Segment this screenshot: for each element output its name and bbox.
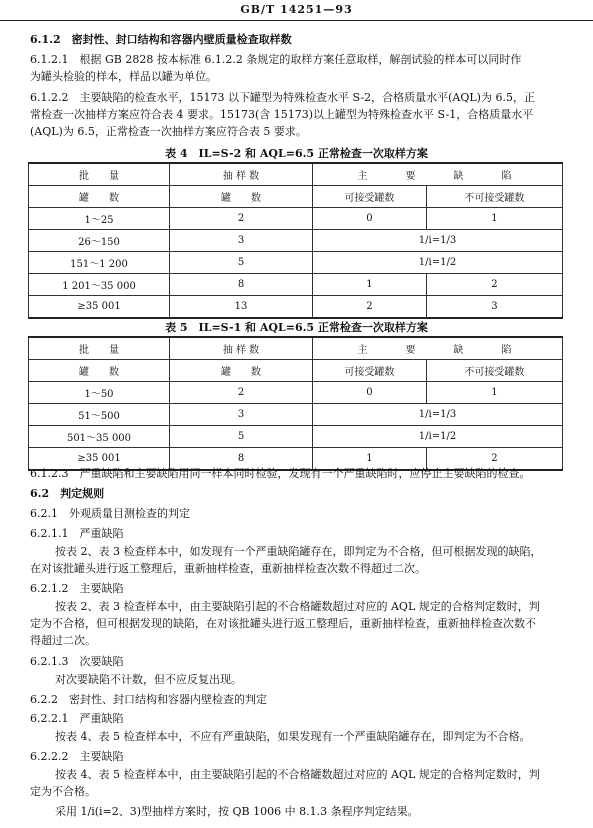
sample-cell: 2: [170, 382, 313, 404]
reject-header: 不可接受罐数: [426, 186, 562, 208]
section-6-2-1: 6.2.1 外观质量目测检查的判定: [30, 507, 190, 520]
table-row: [29, 426, 563, 448]
section-6-2-1-1: 6.2.1.1 严重缺陷: [30, 527, 124, 540]
header-rule: [0, 20, 593, 21]
paragraph-line: 采用 1/i(i=2、3)型抽样方案时，按 QB 1006 中 8.1.3 条程序判定结果。: [55, 805, 419, 818]
sample-cell: 8: [170, 274, 313, 296]
merged-cell: 1/i=1/2: [313, 426, 563, 448]
batch-subheader: 罐 数: [29, 186, 170, 208]
batch-cell: 1～25: [29, 208, 170, 230]
reject-header: 不可接受罐数: [426, 360, 562, 382]
batch-header: 批 量: [29, 163, 170, 186]
merged-cell: 1/i=1/2: [313, 252, 563, 274]
sample-cell: 8: [170, 448, 313, 471]
table-5-caption: 表 5 IL=S-1 和 AQL=6.5 正常检查一次取样方案: [165, 321, 428, 334]
accept-cell: 0: [313, 382, 427, 404]
paragraph-line: 定为不合格，但可根据发现的缺陷，在对该批罐头进行返工整理后，重新抽样检查，重新抽样检查次数不: [30, 617, 536, 630]
table-row: [29, 296, 563, 319]
sample-cell: 5: [170, 426, 313, 448]
table-row: [29, 208, 563, 230]
accept-cell: 2: [313, 296, 427, 319]
section-6-1-2-2: 6.1.2.2 主要缺陷的检查水平，15173 以下罐型为特殊检查水平 S-2，合格质量水平(AQL)为 6.5，正: [30, 91, 535, 104]
section-6-1-2-3: 6.1.2.3 严重缺陷和主要缺陷用同一样本同时检验，发现有一个严重缺陷时，应停止主要缺陷的检查。: [30, 467, 531, 480]
batch-cell: 1～50: [29, 382, 170, 404]
paragraph-line: 按表 2、表 3 检查样本中，由主要缺陷引起的不合格罐数超过对应的 AQL 规定的合格判定数时，判: [55, 600, 540, 613]
table-4-caption: 表 4 IL=S-2 和 AQL=6.5 正常检查一次取样方案: [165, 147, 428, 160]
table-5: [28, 336, 563, 471]
sample-subheader: 罐 数: [170, 186, 313, 208]
accept-cell: 1: [313, 274, 427, 296]
accept-header: 可接受罐数: [313, 186, 427, 208]
reject-cell: 2: [426, 448, 562, 471]
major-defect-header: 主 要 缺 陷: [313, 163, 563, 186]
sample-cell: 13: [170, 296, 313, 319]
section-6-2-2-2: 6.2.2.2 主要缺陷: [30, 750, 124, 763]
section-6-2-2: 6.2.2 密封性、封口结构和容器内壁检查的判定: [30, 693, 267, 706]
paragraph-line: 按表 4、表 5 检查样本中，由主要缺陷引起的不合格罐数超过对应的 AQL 规定的合格判定数时，判: [55, 768, 540, 781]
paragraph-line: 按表 2、表 3 检查样本中，如发现有一个严重缺陷罐存在，即判定为不合格，但可根据发现的缺陷，: [55, 545, 542, 558]
table-row: [29, 404, 563, 426]
sample-cell: 2: [170, 208, 313, 230]
batch-cell: 1 201～35 000: [29, 274, 170, 296]
batch-cell: 151～1 200: [29, 252, 170, 274]
sample-cell: 3: [170, 230, 313, 252]
batch-cell: 51～500: [29, 404, 170, 426]
table-4: [28, 162, 563, 319]
paragraph-line: 对次要缺陷不计数，但不应反复出现。: [55, 673, 242, 686]
section-6-2-1-3: 6.2.1.3 次要缺陷: [30, 655, 124, 668]
section-6-2: 6.2 判定规则: [30, 487, 105, 500]
paragraph-line: 得超过二次。: [30, 634, 96, 647]
accept-cell: 0: [313, 208, 427, 230]
paragraph-line: 常检查一次抽样方案应符合表 4 要求。15173(含 15173)以上罐型为特殊检查水平 S-1，合格质量水平: [30, 108, 534, 121]
section-6-2-2-1: 6.2.2.1 严重缺陷: [30, 712, 124, 725]
reject-cell: 2: [426, 274, 562, 296]
sample-cell: 5: [170, 252, 313, 274]
reject-cell: 1: [426, 382, 562, 404]
section-6-1-2: 6.1.2 密封性、封口结构和容器内壁质量检查取样数: [30, 33, 292, 46]
table-row: [29, 382, 563, 404]
batch-cell: 501～35 000: [29, 426, 170, 448]
document-header: GB/T 14251—93: [240, 3, 353, 16]
table-row: [29, 252, 563, 274]
sample-header: 抽 样 数: [170, 337, 313, 360]
reject-cell: 3: [426, 296, 562, 319]
paragraph-line: 定为不合格。: [30, 785, 96, 798]
batch-cell: ≥35 001: [29, 448, 170, 471]
batch-cell: 26～150: [29, 230, 170, 252]
batch-header: 批 量: [29, 337, 170, 360]
batch-cell: ≥35 001: [29, 296, 170, 319]
table-row: [29, 230, 563, 252]
paragraph-line: 在对该批罐头进行返工整理后，重新抽样检查，重新抽样检查次数不得超过二次。: [30, 562, 426, 575]
batch-subheader: 罐 数: [29, 360, 170, 382]
section-6-2-1-2: 6.2.1.2 主要缺陷: [30, 582, 124, 595]
paragraph-line: 按表 4、表 5 检查样本中，不应有严重缺陷，如果发现有一个严重缺陷罐存在，即判定为不合格。: [55, 730, 531, 743]
major-defect-header: 主 要 缺 陷: [313, 337, 563, 360]
accept-header: 可接受罐数: [313, 360, 427, 382]
paragraph-line: 为罐头检验的样本，样品以罐为单位。: [30, 70, 217, 83]
reject-cell: 1: [426, 208, 562, 230]
merged-cell: 1/i=1/3: [313, 230, 563, 252]
paragraph-line: (AQL)为 6.5，正常检查一次抽样方案应符合表 5 要求。: [30, 125, 307, 138]
section-6-1-2-1: 6.1.2.1 根据 GB 2828 按本标准 6.1.2.2 条规定的取样方案任意取样，解剖试验的样本可以同时作: [30, 53, 522, 66]
table-row: [29, 274, 563, 296]
accept-cell: 1: [313, 448, 427, 471]
sample-header: 抽 样 数: [170, 163, 313, 186]
merged-cell: 1/i=1/3: [313, 404, 563, 426]
sample-cell: 3: [170, 404, 313, 426]
sample-subheader: 罐 数: [170, 360, 313, 382]
